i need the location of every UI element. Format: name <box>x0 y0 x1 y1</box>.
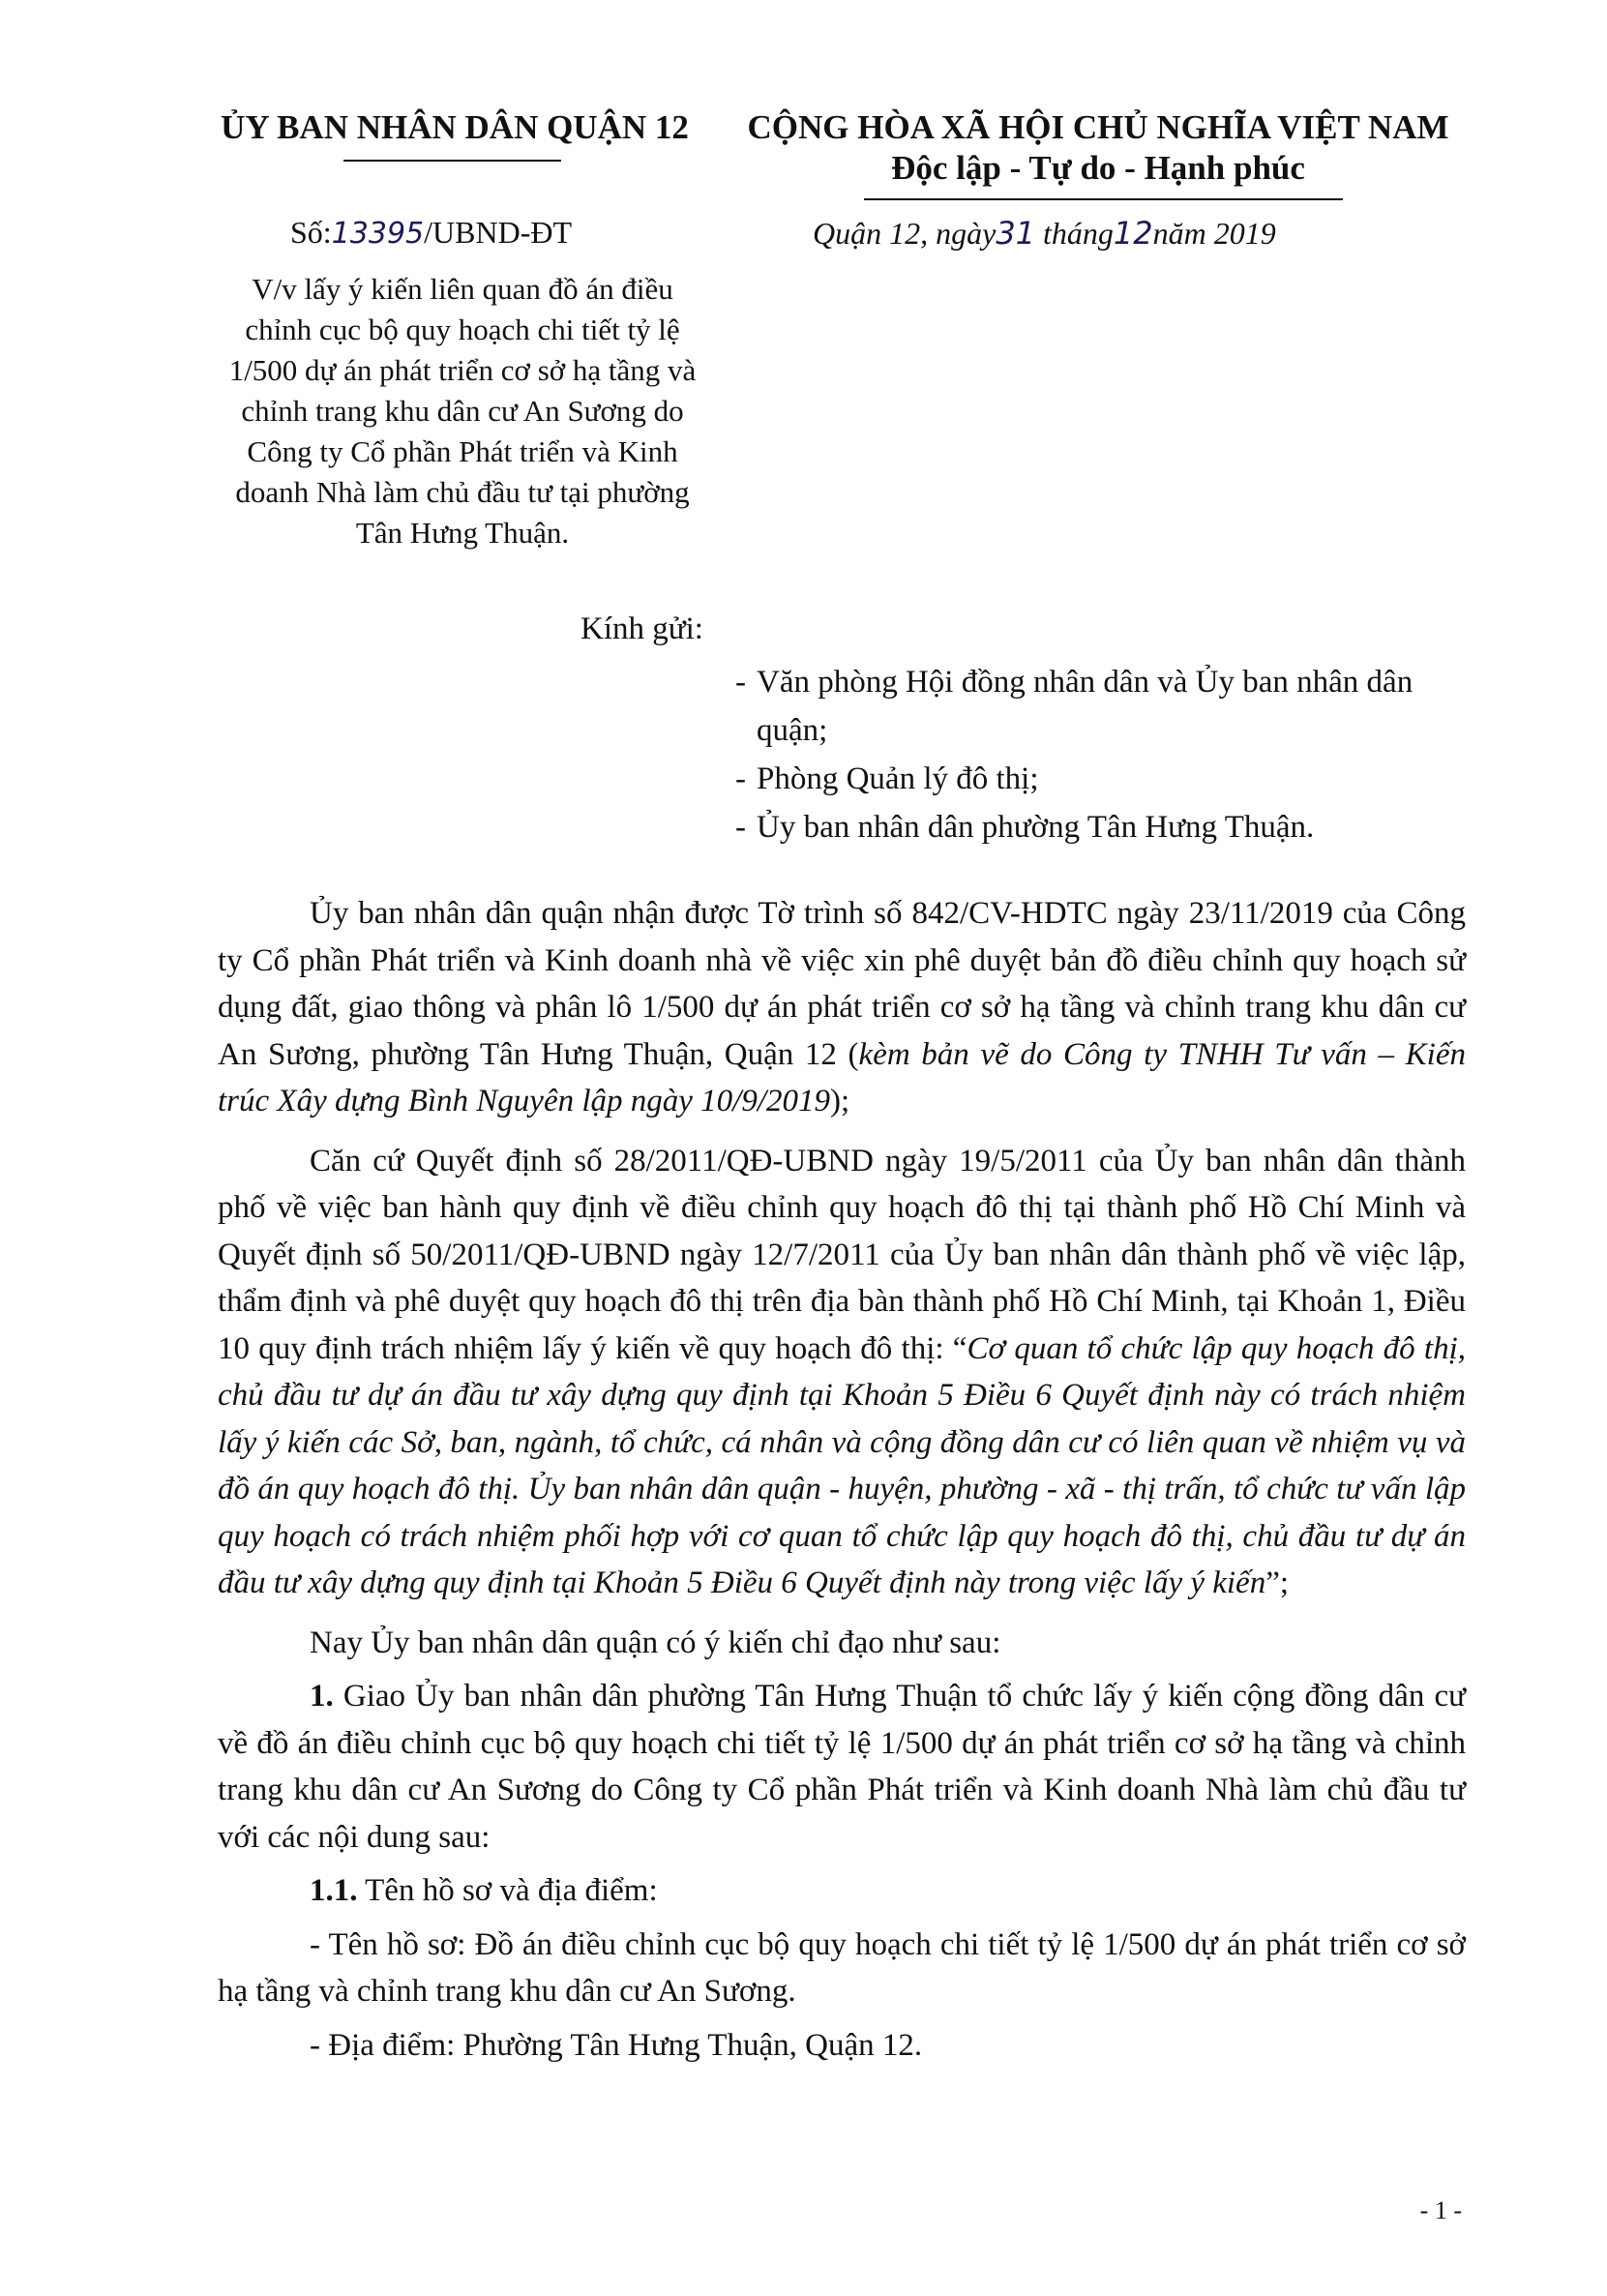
greeting: Kính gửi: <box>580 611 703 646</box>
recipient-text: Ủy ban nhân dân phường Tân Hưng Thuận. <box>757 810 1315 845</box>
motto-underline <box>864 198 1343 200</box>
item-1-text: Giao Ủy ban nhân dân phường Tân Hưng Thuận tổ chức lấy ý kiến cộng đồng dân cư về đồ án điều chỉnh cục bộ quy hoạch chi tiết tỷ lệ 1/500 dự án phát triển cơ sở hạ tầng và chỉnh trang khu dân cư An Sương do Công ty Cổ phần Phát triển và Kinh doanh Nhà làm chủ đầu tư với các nội dung sau: <box>218 1679 1466 1855</box>
recipient-dash: - <box>735 810 746 845</box>
recipient-item <box>735 755 1471 803</box>
p2-end: ”; <box>1265 1565 1290 1600</box>
document-body <box>218 890 1466 2075</box>
recipient-item <box>735 803 1471 851</box>
recipient-item <box>735 658 1471 755</box>
paragraph-request <box>218 890 1466 1125</box>
recipient-text: Phòng Quản lý đô thị; <box>757 761 1039 796</box>
subject-summary: V/v lấy ý kiến liên quan đồ án điều chỉnh cục bộ quy hoạch chi tiết tỷ lệ 1/500 dự án phát triển cơ sở hạ tầng và chỉnh trang khu dân cư An Sương do Công ty Cổ phần Phát triển và Kinh doanh Nhà làm chủ đầu tư tại phường Tân Hưng Thuận. <box>228 272 697 550</box>
nation-block <box>721 108 1475 188</box>
p2-italic: Cơ quan tổ chức lập quy hoạch đô thị, chủ đầu tư dự án đầu tư xây dựng quy định tại Khoản 5 Điều 6 Quyết định này có trách nhiệm lấy ý kiến các Sở, ban, ngành, tổ chức, cá nhân và cộng đồng dân cư có liên quan về nhiệm vụ và đồ án quy hoạch đô thị. Ủy ban nhân dân quận - huyện, phường - xã - thị trấn, tổ chức tư vấn lập quy hoạch có trách nhiệm phối hợp với cơ quan tổ chức lập quy hoạch đô thị, chủ đầu tư dự án đầu tư xây dựng quy định tại Khoản 5 Điều 6 Quyết định này trong việc lấy ý kiến <box>218 1330 1467 1600</box>
recipient-text: Văn phòng Hội đồng nhân dân và Ủy ban nhân dân quận; <box>757 665 1414 748</box>
number-prefix: Số: <box>290 215 332 250</box>
paragraph-directive: Nay Ủy ban nhân dân quận có ý kiến chỉ đạo như sau: <box>310 1625 1001 1660</box>
item-1-number: 1. <box>310 1679 334 1714</box>
motto: Độc lập - Tự do - Hạnh phúc <box>891 149 1305 187</box>
p1-end: ); <box>830 1084 850 1118</box>
document-number <box>290 215 572 251</box>
number-suffix: /UBND-ĐT <box>424 215 572 250</box>
recipient-dash: - <box>735 665 746 700</box>
date-part2: tháng <box>1043 216 1114 251</box>
date-day: 31 <box>996 215 1036 252</box>
paragraph-file-name: - Tên hồ sơ: Đồ án điều chỉnh cục bộ quy hoạch chi tiết tỷ lệ 1/500 dự án phát triển cơ sở hạ tầng và chỉnh trang khu dân cư An Sương. <box>218 1926 1466 2009</box>
issuer-underline <box>343 160 561 162</box>
recipient-list <box>735 658 1471 851</box>
paragraph-legal-basis <box>218 1138 1466 1607</box>
date-part1: Quận 12, ngày <box>813 216 997 251</box>
document-date <box>813 215 1276 252</box>
number-handwritten: 13395 <box>331 217 425 251</box>
p1-text: Ủy ban nhân dân quận nhận được Tờ trình số 842/CV-HDTC ngày 23/11/2019 của Công ty Cổ phần Phát triển và Kinh doanh nhà về việc xin phê duyệt bản đồ điều chỉnh quy hoạch sử dụng đất, giao thông và phân lô 1/500 dự án phát triển cơ sở hạ tầng và chỉnh trang khu dân cư An Sương, phường Tân Hưng Thuận, Quận 12 ( <box>218 896 1466 1072</box>
issuer-block <box>193 108 716 147</box>
date-month: 12 <box>1113 215 1153 252</box>
issuer-name: ỦY BAN NHÂN DÂN QUẬN 12 <box>221 108 689 146</box>
page-number: - 1 - <box>1419 2196 1462 2224</box>
paragraph-item-1 <box>218 1673 1466 1861</box>
paragraph-location: - Địa điểm: Phường Tân Hưng Thuận, Quận 12. <box>310 2027 923 2063</box>
p2-text: Căn cứ Quyết định số 28/2011/QĐ-UBND ngày 19/5/2011 của Ủy ban nhân dân thành phố về việc ban hành quy định về điều chỉnh quy hoạch đô thị tại thành phố Hồ Chí Minh và Quyết định số 50/2011/QĐ-UBND ngày 12/7/2011 của Ủy ban nhân dân thành phố về việc lập, thẩm định và phê duyệt quy hoạch đô thị trên địa bàn thành phố Hồ Chí Minh, tại Khoản 1, Điều 10 quy định trách nhiệm lấy ý kiến về quy hoạch đô thị: “ <box>218 1143 1466 1366</box>
item-1-1-number: 1.1. <box>310 1873 358 1908</box>
paragraph-item-1-1 <box>218 1867 1466 1915</box>
item-1-1-text: Tên hồ sơ và địa điểm: <box>357 1873 658 1908</box>
date-part3: năm 2019 <box>1152 216 1276 251</box>
nation-title: CỘNG HÒA XÃ HỘI CHỦ NGHĨA VIỆT NAM <box>747 108 1449 146</box>
p1-italic: kèm bản vẽ do Công ty TNHH Tư vấn – Kiến trúc Xây dựng Bình Nguyên lập ngày 10/9/2019 <box>218 1036 1466 1118</box>
recipient-dash: - <box>735 761 746 796</box>
